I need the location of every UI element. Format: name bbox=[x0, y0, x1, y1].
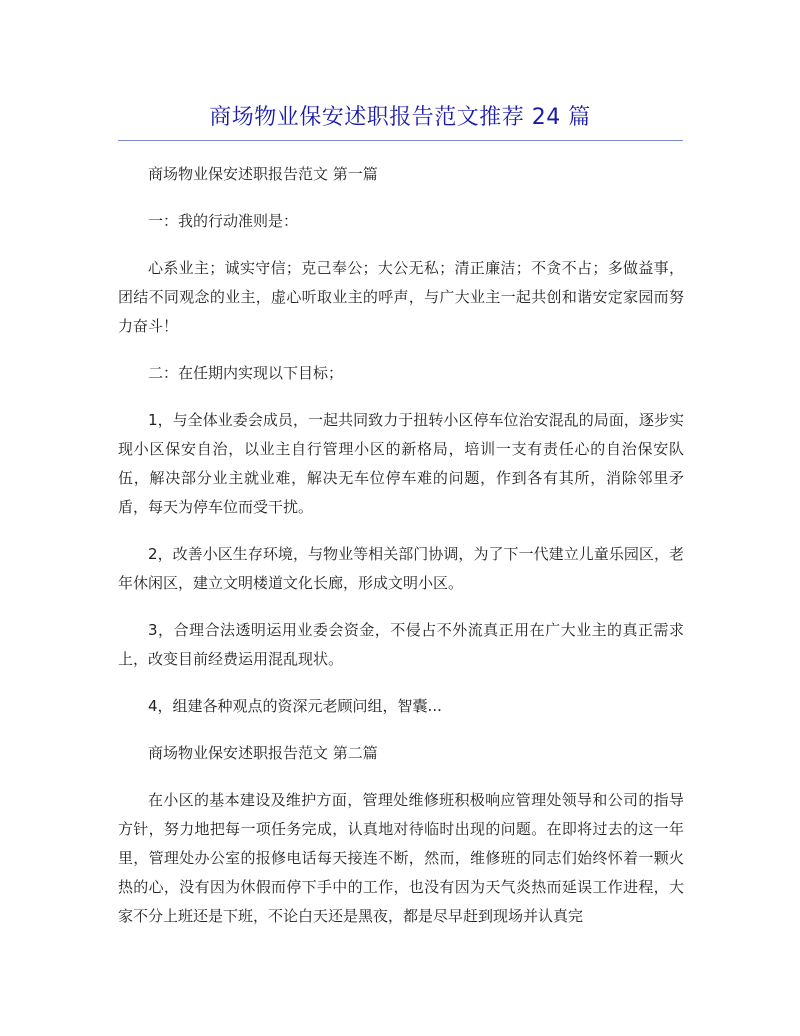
document-title: 商场物业保安述职报告范文推荐 24 篇 bbox=[209, 105, 591, 130]
section-heading-2: 商场物业保安述职报告范文 第二篇 bbox=[148, 744, 378, 762]
section-heading-1: 商场物业保安述职报告范文 第一篇 bbox=[148, 165, 378, 183]
paragraph: 一：我的行动准则是： bbox=[148, 212, 299, 230]
paragraph: 3，合理合法透明运用业委会资金，不侵占不外流真正用在广大业主的真正需求上，改变目前经费运用混乱现状。 bbox=[118, 621, 684, 668]
title-divider bbox=[118, 140, 683, 141]
paragraph: 在小区的基本建设及维护方面，管理处维修班积极响应管理处领导和公司的指导方针，努力地把每一项任务完成，认真地对待临时出现的问题。在即将过去的这一年里，管理处办公室的报修电话每天接连不断，然而，维修班的同志们始终怀着一颗火热的心，没有因为休假而停下手中的工作，也没有因为天气炎热而延误工作进程，大家不分上班还是下班，不论白天还是黑夜，都是尽早赶到现场并认真完 bbox=[118, 791, 684, 925]
paragraph: 2，改善小区生存环境，与物业等相关部门协调，为了下一代建立儿童乐园区，老年休闲区，建立文明楼道文化长廊，形成文明小区。 bbox=[118, 545, 684, 592]
paragraph: 1，与全体业委会成员，一起共同致力于扭转小区停车位治安混乱的局面，逐步实现小区保安自治，以业主自行管理小区的新格局，培训一支有责任心的自治保安队伍，解决部分业主就业难，解决无车位停车难的问题，作到各有其所，消除邻里矛盾，每天为停车位而受干扰。 bbox=[118, 411, 684, 516]
paragraph: 二：在任期内实现以下目标； bbox=[148, 364, 344, 382]
paragraph: 4，组建各种观点的资深元老顾问组，智囊... bbox=[148, 697, 442, 715]
document-body bbox=[118, 160, 684, 949]
paragraph: 心系业主；诚实守信；克己奉公；大公无私；清正廉洁；不贪不占；多做益事，团结不同观念的业主，虚心听取业主的呼声，与广大业主一起共创和谐安定家园而努力奋斗！ bbox=[118, 259, 684, 335]
